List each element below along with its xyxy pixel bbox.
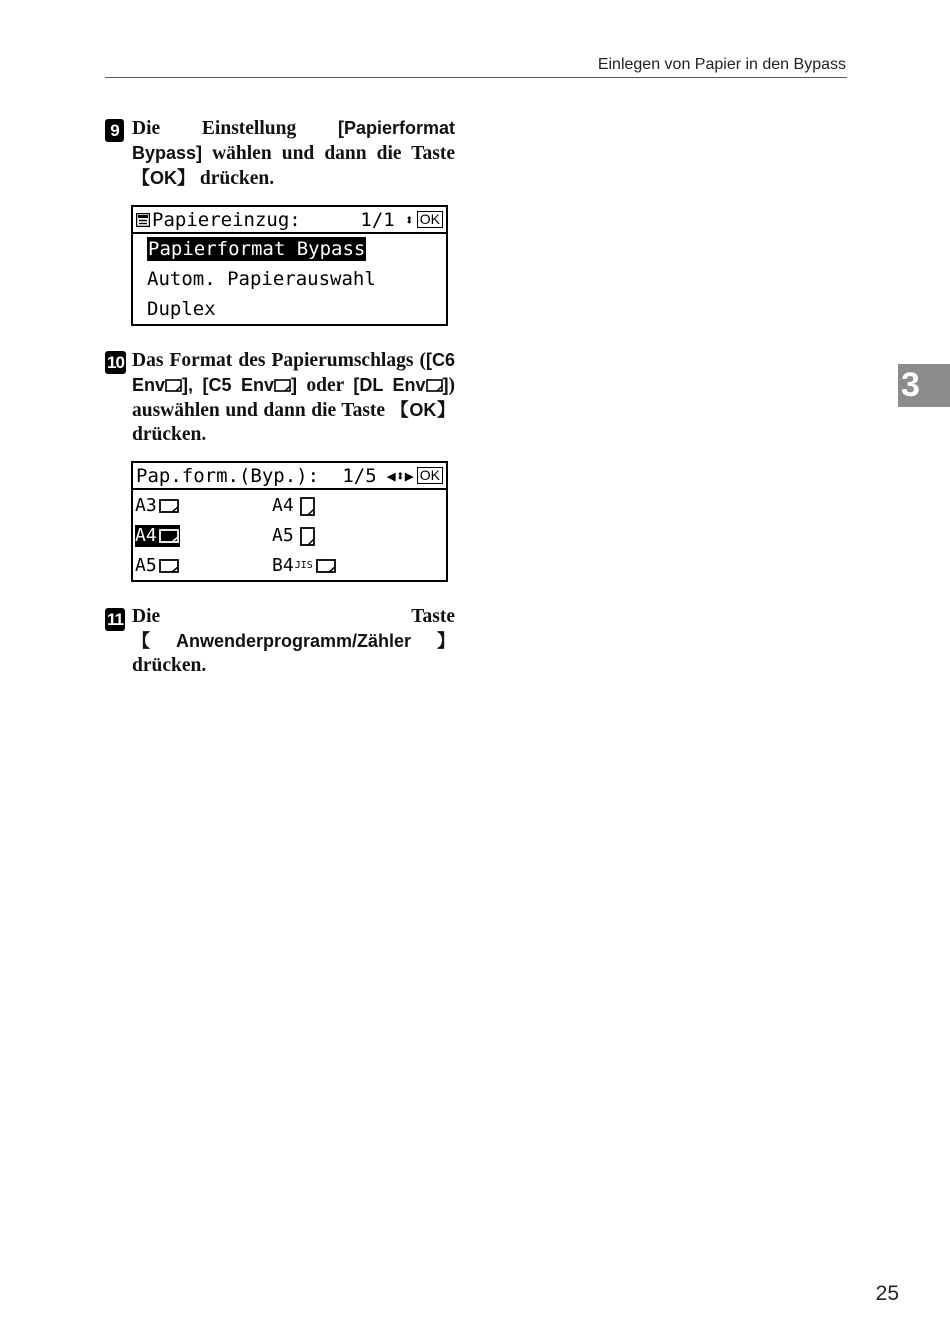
- envelope-landscape-icon: [274, 379, 291, 392]
- running-header: Einlegen von Papier in den Bypass: [597, 56, 846, 73]
- menu-list-icon: [136, 213, 150, 227]
- paper-size-a5-portrait[interactable]: A5: [272, 525, 316, 547]
- paper-landscape-icon: [159, 529, 179, 543]
- step-11: [105, 605, 455, 678]
- step-instruction: Die Einstellung [Papierformat Bypass] wählen und dann die Taste 【OK】 drücken.: [132, 118, 455, 189]
- lcd-menu-item[interactable]: Duplex: [147, 298, 216, 320]
- envelope-landscape-icon: [165, 379, 182, 392]
- envelope-landscape-icon: [426, 379, 443, 392]
- lcd-menu-item[interactable]: Papierformat Bypass: [148, 238, 366, 260]
- paper-landscape-icon: [159, 499, 179, 513]
- paper-portrait-icon: [300, 527, 316, 546]
- ok-key-icon: OK: [417, 211, 443, 228]
- chapter-tab: 3: [898, 364, 950, 407]
- lcd-header: [133, 463, 446, 490]
- ok-key-icon: OK: [417, 467, 443, 484]
- page-number: 25: [875, 1282, 899, 1305]
- paper-size-a4-landscape[interactable]: A4: [135, 525, 180, 547]
- lcd-title: Papiereinzug:: [152, 208, 301, 231]
- lcd-header: [133, 207, 446, 234]
- step-instruction: Das Format des Papierumschlags ([C6 Env ], [C5 Env ] oder [DL Env ]) auswählen und dann die Taste 【OK】 drücken.: [132, 350, 455, 445]
- step-10: [105, 348, 455, 447]
- lcd-page-indicator: 1/1: [360, 208, 395, 231]
- step-number-badge: 9: [105, 119, 124, 142]
- paper-landscape-icon: [159, 559, 179, 573]
- lcd-screen-paper-format: [131, 461, 448, 582]
- lcd-menu-item[interactable]: Autom. Papierauswahl: [147, 268, 376, 290]
- header-divider: [105, 77, 847, 78]
- lcd-page-indicator: 1/5: [342, 464, 377, 487]
- four-way-arrow-icon: ◀⬍▶: [386, 466, 414, 485]
- step-9: [105, 116, 455, 191]
- step-number-badge: 11: [107, 610, 123, 629]
- paper-size-b4jis-landscape[interactable]: B4 JIS: [272, 555, 336, 577]
- lcd-title: Pap.form.(Byp.):: [136, 464, 320, 487]
- lcd-screen-papiereinzug: [131, 205, 448, 326]
- up-down-arrow-icon: ⬍: [404, 210, 414, 229]
- paper-portrait-icon: [300, 497, 316, 516]
- paper-size-a4-portrait[interactable]: A4: [272, 495, 316, 517]
- step-instruction: Die Taste 【Anwenderprogramm/Zähler】 drücken.: [132, 606, 455, 676]
- paper-landscape-icon: [316, 559, 336, 573]
- paper-size-a3-landscape[interactable]: A3: [135, 495, 179, 517]
- paper-size-a5-landscape[interactable]: A5: [135, 555, 179, 577]
- paper-size-grid: [133, 490, 446, 579]
- step-number-badge: 10: [107, 353, 124, 372]
